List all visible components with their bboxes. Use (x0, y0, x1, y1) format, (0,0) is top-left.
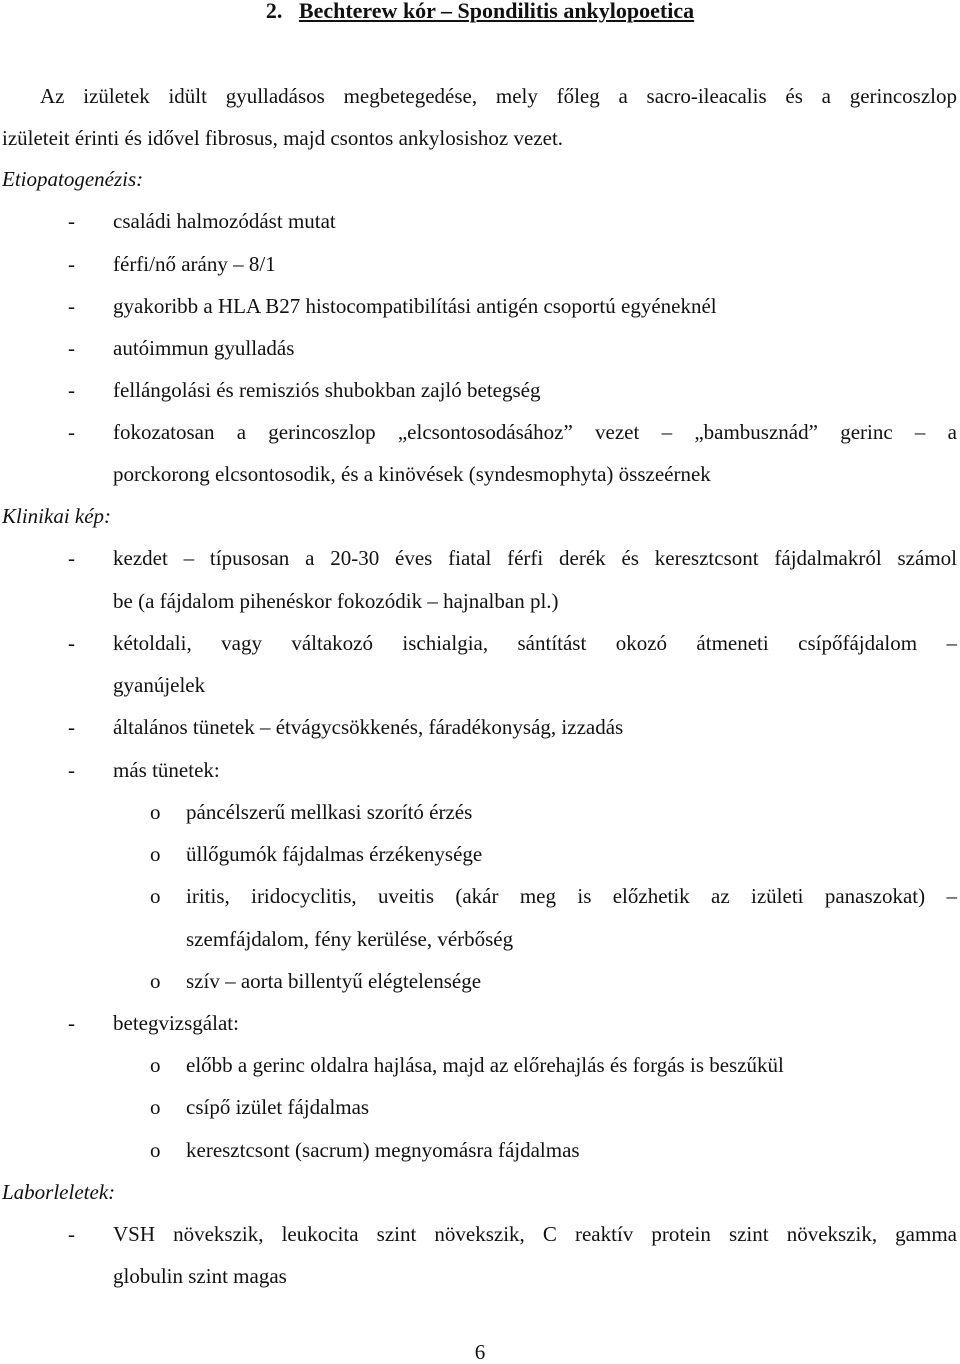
clinical-sub-3-line-2: szemfájdalom, fény kerülése, vérbőség (186, 927, 514, 951)
etiology-item-3: gyakoribb a HLA B27 histocompatibilítási antigén csoportú egyéneknél (113, 294, 717, 318)
title-number: 2. (265, 0, 283, 23)
exam-item-3: keresztcsont (sacrum) megnyomásra fájdalmas (186, 1138, 580, 1162)
list-dash: - (68, 294, 75, 318)
list-circle: o (150, 884, 161, 908)
clinical-item-5: betegvizsgálat: (113, 1011, 239, 1035)
exam-item-2: csípő izület fájdalmas (186, 1095, 370, 1119)
intro-line-1: Az izületek idült gyulladásos megbetegedése, mely főleg a sacro-ileacalis és a gerincoszlop (40, 84, 957, 108)
list-circle: o (150, 1138, 161, 1162)
clinical-item-4: más tünetek: (113, 758, 220, 782)
list-dash: - (68, 546, 75, 570)
etiology-item-6-line-1: fokozatosan a gerincoszlop „elcsontosodásához” vezet – „bambusznád” gerinc – a (113, 420, 957, 444)
list-dash: - (68, 715, 75, 739)
list-circle: o (150, 1053, 161, 1077)
list-circle: o (150, 1095, 161, 1119)
clinical-item-2-line-1: kétoldali, vagy váltakozó ischialgia, sántítást okozó átmeneti csípőfájdalom – (113, 631, 957, 655)
clinical-sub-4: szív – aorta billentyű elégtelensége (186, 969, 482, 993)
clinical-sub-3-line-1: iritis, iridocyclitis, uveitis (akár meg is előzhetik az izületi panaszokat) – (186, 884, 957, 908)
clinical-item-2-line-2: gyanújelek (113, 673, 206, 697)
list-circle: o (150, 800, 161, 824)
list-dash: - (68, 209, 75, 233)
list-dash: - (68, 252, 75, 276)
etiology-item-4: autóimmun gyulladás (113, 336, 295, 360)
list-circle: o (150, 969, 161, 993)
list-dash: - (68, 758, 75, 782)
list-dash: - (68, 1011, 75, 1035)
etiology-item-5: fellángolási és remisziós shubokban zajló betegség (113, 378, 541, 402)
etiology-heading: Etiopatogenézis: (2, 167, 144, 191)
list-dash: - (68, 1222, 75, 1246)
clinical-sub-1: páncélszerű mellkasi szorító érzés (186, 800, 473, 824)
page-title (0, 0, 960, 25)
title-text: Bechterew kór – Spondilitis ankylopoetica (298, 0, 695, 23)
etiology-item-1: családi halmozódást mutat (113, 209, 336, 233)
list-circle: o (150, 842, 161, 866)
etiology-item-6-line-2: porckorong elcsontosodik, és a kinövések (syndesmophyta) összeérnek (113, 462, 711, 486)
lab-item-1-line-1: VSH növekszik, leukocita szint növekszik, C reaktív protein szint növekszik, gamma (113, 1222, 957, 1246)
clinical-item-1-line-2: be (a fájdalom pihenéskor fokozódik – hajnalban pl.) (113, 589, 559, 613)
clinical-item-1-line-1: kezdet – típusosan a 20-30 éves fiatal férfi derék és keresztcsont fájdalmakról számol (113, 546, 957, 570)
list-dash: - (68, 631, 75, 655)
page-number: 6 (474, 1340, 486, 1364)
list-dash: - (68, 336, 75, 360)
clinical-item-3: általános tünetek – étvágycsökkenés, fáradékonyság, izzadás (113, 715, 624, 739)
etiology-item-2: férfi/nő arány – 8/1 (113, 252, 276, 276)
list-dash: - (68, 420, 75, 444)
list-dash: - (68, 378, 75, 402)
intro-line-2: izületeit érinti és idővel fibrosus, majd csontos ankylosishoz vezet. (2, 126, 564, 150)
exam-item-1: előbb a gerinc oldalra hajlása, majd az előrehajlás és forgás is beszűkül (186, 1053, 784, 1077)
clinical-sub-2: üllőgumók fájdalmas érzékenysége (186, 842, 483, 866)
lab-item-1-line-2: globulin szint magas (113, 1264, 287, 1288)
lab-heading: Laborleletek: (2, 1180, 116, 1204)
clinical-heading: Klinikai kép: (2, 504, 112, 528)
